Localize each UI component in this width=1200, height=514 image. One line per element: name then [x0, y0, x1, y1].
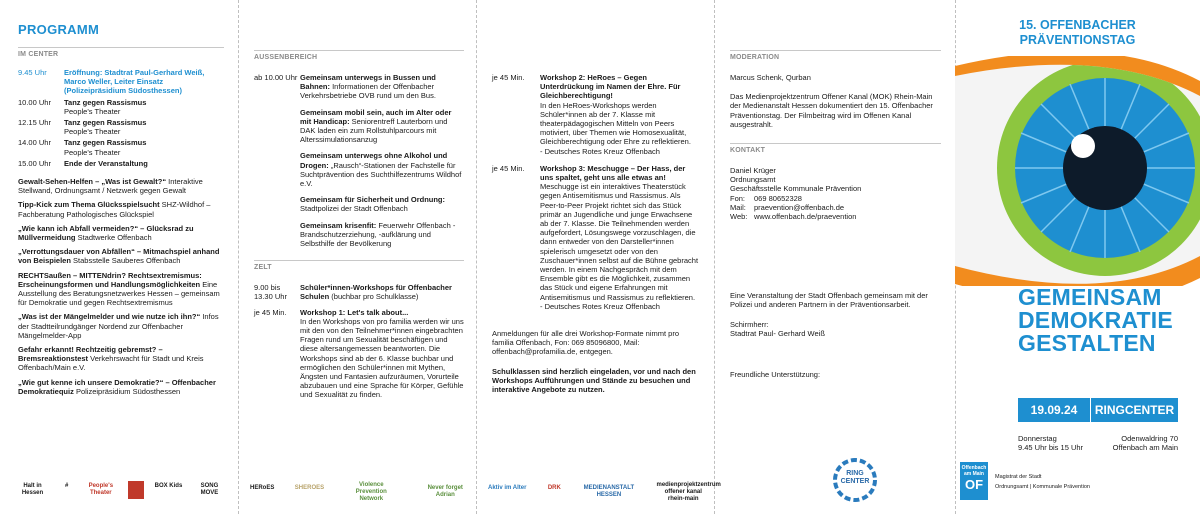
workshop-title: Workshop 1: Let's talk about...	[300, 307, 409, 317]
event-title-line: PRÄVENTIONSTAG	[1019, 33, 1136, 47]
contact-dept: Ordnungsamt	[730, 175, 776, 185]
headline-line: GESTALTEN	[1018, 330, 1156, 356]
outdoor-desc	[300, 195, 464, 213]
contact-block	[730, 166, 941, 221]
workshops-column	[476, 0, 721, 514]
web-value[interactable]: www.offenbach.de/praevention	[754, 212, 857, 222]
program-item-title: RECHTSaußen – MITTENdrin? Rechtsextremismus: Erscheinungsformen und Handlungsmöglichkeiten	[18, 270, 202, 289]
outdoor-time	[254, 108, 300, 145]
outdoor-time	[254, 195, 300, 213]
event-details	[1018, 434, 1178, 452]
zelt-time	[254, 283, 300, 301]
mail-label: Mail:	[730, 202, 746, 212]
program-item-desc: SHZ-Wildhof – Fachberatung Pathologisches Glückspiel	[18, 200, 211, 219]
program-item	[18, 247, 224, 265]
workshop-title: Workshop 2: HeRoes – Gegen Unterdrückung im Namen der Ehre. Für Gleichberechtigung!	[540, 73, 681, 101]
schedule-line: Eröffnung: Stadtrat Paul-Gerhard Weiß,	[64, 68, 205, 77]
program-items	[18, 177, 224, 396]
outdoor-text: Seniorentreff Lauterborn und DAK laden ein zum Rollstuhlparcours mit Alterssimulationsanzug	[300, 116, 448, 145]
zelt-time-line: 9.00 bis	[254, 283, 281, 293]
program-item-title: „Wie kann ich Abfall vermeiden?“ – Glücksrad zu Müllvermeidung	[18, 223, 194, 243]
workshop-text: Meschugge ist ein interaktives Theaterstück gegen Antisemitismus und Rassismus. Als Peer-to-Peer Projekt richtet sich das Stück primär an Jugendliche und junge Erwachsene ab der 7. Klasse. Die Teilnehmenden werden aufgefordert, Lösungswege vorzuschlagen, die dann entweder von den Darsteller*innen spielerisch umgesetzt oder von den Zuschauer*innen selbst auf die Bühne gebracht werden. In einem Nachgespräch mit dem Ensemble gibt es die Möglichkeit, zusammen das Stück und eigene Erfahrungen mit Antisemitismus und Rassismus zu reflektieren.	[540, 182, 699, 302]
invitation-text: Schulklassen sind herzlich eingeladen, vor und nach den Workshops Aufführungen und Stände zu besuchen und interaktive Angebote zu nutzen.	[492, 366, 696, 395]
partner-logo: Halt in Hessen	[21, 483, 44, 496]
schedule-desc	[64, 159, 224, 168]
program-item-desc: Eine Ausstellung des Beratungsnetzwerkes Hessen – gemeinsam für Demokratie und gegen Rechtsextremismus	[18, 279, 220, 308]
workshop-title: Workshop 3: Meschugge – Der Hass, der uns spaltet, geht uns alle etwas an!	[540, 163, 686, 183]
workshop-3	[492, 164, 700, 311]
workshop-text: In den Workshops von pro familia werden wir uns mit den von den Teilnehmer*innen eingebrachten Fragen rund um Sexualität beschäftigen und diese altersangemessen beantworten. Die Workshops sind ab der 6. Klasse buchbar und ermöglichen den Schüler*innen mit Mythen, Ängsten und Fantasien aufzuräumen, Vorurteile abzubauen und eine Sprache für Körper, Gefühle und Sexualität zu finden.	[300, 316, 464, 400]
registration-info: Anmeldungen für alle drei Workshop-Formate nimmt pro familia Offenbach, Fon: 069 85096800, Mail: offenbach@profamilia.de, entgegen.	[492, 329, 680, 357]
partner-logo: Violence Prevention Network	[355, 481, 387, 502]
logo-strip-1	[16, 476, 226, 504]
outdoor-title: Gemeinsam für Sicherheit und Ordnung:	[300, 195, 446, 205]
info-column	[714, 0, 955, 514]
event-street: Odenwaldring 70	[1121, 434, 1178, 443]
outdoor-list	[254, 73, 464, 248]
workshop-org: - Deutsches Rotes Kreuz Offenbach	[540, 301, 660, 311]
patron-name: Stadtrat Paul- Gerhard Weiß	[730, 328, 825, 338]
event-city: Offenbach am Main	[1112, 443, 1178, 453]
logo-strip-2	[250, 478, 472, 506]
organizer-text: Eine Veranstaltung der Stadt Offenbach gemeinsam mit der Polizei und anderen Partnern in der Präventionsarbeit.	[730, 291, 928, 310]
logo-strip-3	[488, 478, 721, 506]
zelt-row	[254, 283, 464, 301]
outdoor-title: Gemeinsam krisenfit:	[300, 220, 377, 230]
workshop-desc	[540, 73, 700, 156]
schedule-time: 15.00 Uhr	[18, 158, 51, 168]
outdoor-desc	[300, 151, 464, 188]
outdoor-time	[254, 221, 300, 249]
contact-web	[730, 212, 941, 221]
section-label-moderation: MODERATION	[730, 54, 780, 61]
section-rule	[18, 47, 224, 48]
workshop-2	[492, 73, 700, 156]
headline-line: GEMEINSAM	[1018, 284, 1162, 310]
schedule-line: (Polizeipräsidium Südosthessen)	[64, 86, 182, 96]
offenbach-logo	[960, 462, 988, 500]
outdoor-text: Feuerwehr Offenbach - Brandschutzerziehung, -aufklärung und Selbsthilfe der Bevölkerung	[300, 220, 456, 249]
support-label: Freundliche Unterstützung:	[730, 370, 821, 380]
headline-line: DEMOKRATIE	[1018, 307, 1173, 333]
program-item-title: Gewalt-Sehen-Helfen – „Was ist Gewalt?“	[18, 177, 167, 187]
event-date: 19.09.24	[1030, 403, 1078, 417]
eye-icon	[955, 56, 1200, 286]
ring-word: RING	[846, 470, 864, 477]
schedule-line: Ende der Veranstaltung	[64, 158, 148, 168]
program-item-desc: Interaktive Stellwand, Ordnungsamt / Netzwerk gegen Gewalt	[18, 177, 203, 196]
contact-fon	[730, 194, 941, 203]
section-rule	[254, 260, 464, 261]
partner-logo: MEDIENANSTALT HESSEN	[583, 485, 635, 498]
schedule-row	[18, 118, 224, 136]
partner-logo: Never forget Adrian	[427, 485, 463, 498]
partner-logo: medienprojektzentrum offener kanal rhein-main	[656, 481, 721, 502]
section-rule	[730, 50, 941, 51]
schedule-time: 14.00 Uhr	[18, 138, 51, 148]
outdoor-desc	[300, 221, 464, 249]
program-item-title: „Wie gut kenne ich unsere Demokratie?“ – Offenbacher Demokratiequiz	[18, 377, 216, 396]
contact-office: Geschäftsstelle Kommunale Prävention	[730, 184, 862, 194]
outdoor-text: Stadtpolizei der Stadt Offenbach	[300, 204, 408, 214]
workshop-time: je 45 Min.	[492, 73, 525, 82]
schedule-time: 12.15 Uhr	[18, 118, 51, 128]
schedule-desc	[64, 138, 224, 156]
event-when	[1018, 434, 1083, 452]
section-label-aussenbereich: AUSSENBEREICH	[254, 54, 318, 61]
fon-label: Fon:	[730, 193, 746, 203]
program-item-title: Gefahr erkannt! Rechtzeitig gebremst? – Bremsreaktionstest	[18, 345, 163, 364]
mail-value[interactable]: praevention@offenbach.de	[754, 202, 845, 212]
outdoor-row	[254, 108, 464, 145]
offenbach-logo-text: Offenbach am Main	[961, 465, 987, 477]
zelt-note: (buchbar pro Schulklasse)	[329, 292, 419, 302]
outdoor-text: „Rausch“-Stationen der Fachstelle für Suchtprävention des Suchthilfezentrums Wildhof e.V.	[300, 160, 462, 189]
event-title-line: 15. OFFENBACHER	[1019, 18, 1136, 32]
schedule-row	[18, 138, 224, 156]
program-item-title: „Was ist der Mängelmelder und wie nutze ich ihn?“	[18, 312, 201, 322]
outdoor-column	[238, 0, 476, 514]
workshop-time: je 45 Min.	[492, 163, 525, 173]
schedule-time: 10.00 Uhr	[18, 97, 51, 107]
program-column	[0, 0, 238, 514]
contact-mail	[730, 203, 941, 212]
partner-logo	[128, 481, 144, 499]
partner-logo: Aktiv im Alter	[488, 485, 527, 491]
workshop-time: je 45 Min.	[254, 307, 287, 317]
web-label: Web:	[730, 212, 748, 222]
ring-center-logo	[830, 455, 880, 505]
outdoor-text: Informationen der Offenbacher Verkehrsbetriebe OVB rund um den Bus.	[300, 82, 436, 101]
logo-caption	[995, 472, 1090, 492]
ordnungsamt-text: Ordnungsamt | Kommunale Prävention	[995, 484, 1090, 490]
program-item-title: Tipp-Kick zum Thema Glücksspielsucht	[18, 200, 160, 210]
magistrat-text: Magistrat der Stadt	[995, 474, 1042, 480]
schedule-line: People's Theater	[64, 106, 121, 116]
outdoor-row	[254, 73, 464, 101]
schedule-line: People's Theater	[64, 147, 121, 157]
section-label-kontakt: KONTAKT	[730, 147, 766, 155]
schedule-desc	[64, 118, 224, 136]
event-day: Donnerstag	[1018, 434, 1057, 443]
schedule-line: Tanz gegen Rassismus	[64, 97, 147, 107]
program-item	[18, 200, 224, 218]
program-item	[18, 345, 224, 373]
outdoor-time	[254, 151, 300, 188]
zelt-title: Schüler*innen-Workshops für Offenbacher Schulen	[300, 283, 452, 302]
program-heading: PROGRAMM	[18, 22, 100, 37]
schedule-line: Marco Weller, Leiter Einsatz	[64, 77, 164, 87]
partner-logo: HERoES	[250, 485, 275, 491]
workshop-desc	[300, 308, 464, 400]
partner-logo: People's Theater	[88, 483, 114, 496]
schedule-line: People's Theater	[64, 127, 121, 137]
program-item	[18, 177, 224, 195]
headline	[1018, 286, 1173, 355]
cover-column	[955, 0, 1200, 514]
moderation-text: Das Medienprojektzentrum Offener Kanal (MOK) Rhein-Main der Medienanstalt Hessen dokumentiert den 15. Offenbacher Präventionstag. Der Filmbeitrag wird im Offenen Kanal ausgestrahlt.	[730, 92, 933, 129]
section-rule	[254, 50, 464, 51]
schedule-line: Tanz gegen Rassismus	[64, 138, 147, 148]
workshop-text: In den HeRoes-Workshops werden Schüler*innen ab der 7. Klasse mit theaterpädagogischen Mitteln von Peers motiviert, über Themen wie Homosexualität, Gleichberechtigung oder Ehre zu reflektieren.	[540, 100, 691, 147]
partner-logo: BOX Kids	[154, 483, 183, 489]
event-where	[1113, 434, 1178, 452]
moderators: Marcus Schenk, Qurban	[730, 73, 811, 82]
schedule-row	[18, 159, 224, 168]
outdoor-title: Gemeinsam unterwegs ohne Alkohol und Drogen:	[300, 151, 448, 170]
patron-label: Schirmherr:	[730, 319, 769, 329]
program-item-desc: Verkehrswacht für Stadt und Kreis Offenbach/Main e.V.	[18, 354, 204, 373]
date-bar	[1018, 398, 1178, 422]
schedule-row	[18, 98, 224, 116]
outdoor-title: Gemeinsam unterwegs in Bussen und Bahnen:	[300, 73, 436, 92]
workshop-org: - Deutsches Rotes Kreuz Offenbach	[540, 146, 660, 156]
fon-value: 069 80652328	[754, 193, 802, 203]
schedule-desc	[64, 98, 224, 116]
program-item	[18, 224, 224, 242]
zelt-time-line: 13.30 Uhr	[254, 292, 287, 302]
of-mark: OF	[964, 477, 984, 492]
partner-logo: DRK	[547, 485, 561, 491]
section-label-im-center: IM CENTER	[18, 51, 59, 58]
schedule-time: 9.45 Uhr	[18, 68, 47, 77]
program-item-desc: Polizeipräsidium Südosthessen	[73, 386, 181, 396]
outdoor-row	[254, 195, 464, 213]
outdoor-title: Gemeinsam mobil sein, auch im Alter oder mit Handicap:	[300, 107, 452, 126]
section-label-zelt: ZELT	[254, 264, 272, 272]
section-rule	[730, 143, 941, 144]
workshop-desc	[540, 164, 700, 311]
outdoor-desc	[300, 108, 464, 145]
ring-text	[830, 470, 880, 486]
outdoor-desc	[300, 73, 464, 101]
outdoor-row	[254, 221, 464, 249]
partner-logo: #	[64, 483, 69, 489]
event-title	[955, 18, 1200, 48]
schedule-desc	[64, 68, 224, 96]
program-item	[18, 271, 224, 308]
contact-name: Daniel Krüger	[730, 166, 776, 176]
outdoor-time: ab 10.00 Uhr	[254, 73, 298, 82]
partner-logo: SHEROES	[294, 485, 325, 491]
outdoor-row	[254, 151, 464, 188]
partner-logo: SONG MOVE	[200, 483, 219, 496]
schedule-row	[18, 68, 224, 96]
event-venue: RINGCENTER	[1094, 403, 1175, 417]
program-item	[18, 312, 224, 340]
zelt-desc	[300, 283, 464, 301]
center-word: CENTER	[840, 478, 870, 485]
schedule-line: Tanz gegen Rassismus	[64, 118, 147, 128]
program-item-desc: Stadtwerke Offenbach	[75, 233, 152, 243]
program-item	[18, 378, 224, 396]
program-item-desc: Stabsstelle Sauberes Offenbach	[70, 256, 181, 266]
schedule-list	[18, 68, 224, 168]
workshop-1	[254, 308, 464, 400]
program-item-desc: Infos der Stadtteilrundgänger Nordend zur Offenbacher Mängelmelder-App	[18, 312, 219, 340]
program-item-title: „Verrottungsdauer von Abfällen“ – Mitmachspiel anhand von Beispielen	[18, 247, 220, 266]
event-hours: 9.45 Uhr bis 15 Uhr	[1018, 443, 1084, 453]
